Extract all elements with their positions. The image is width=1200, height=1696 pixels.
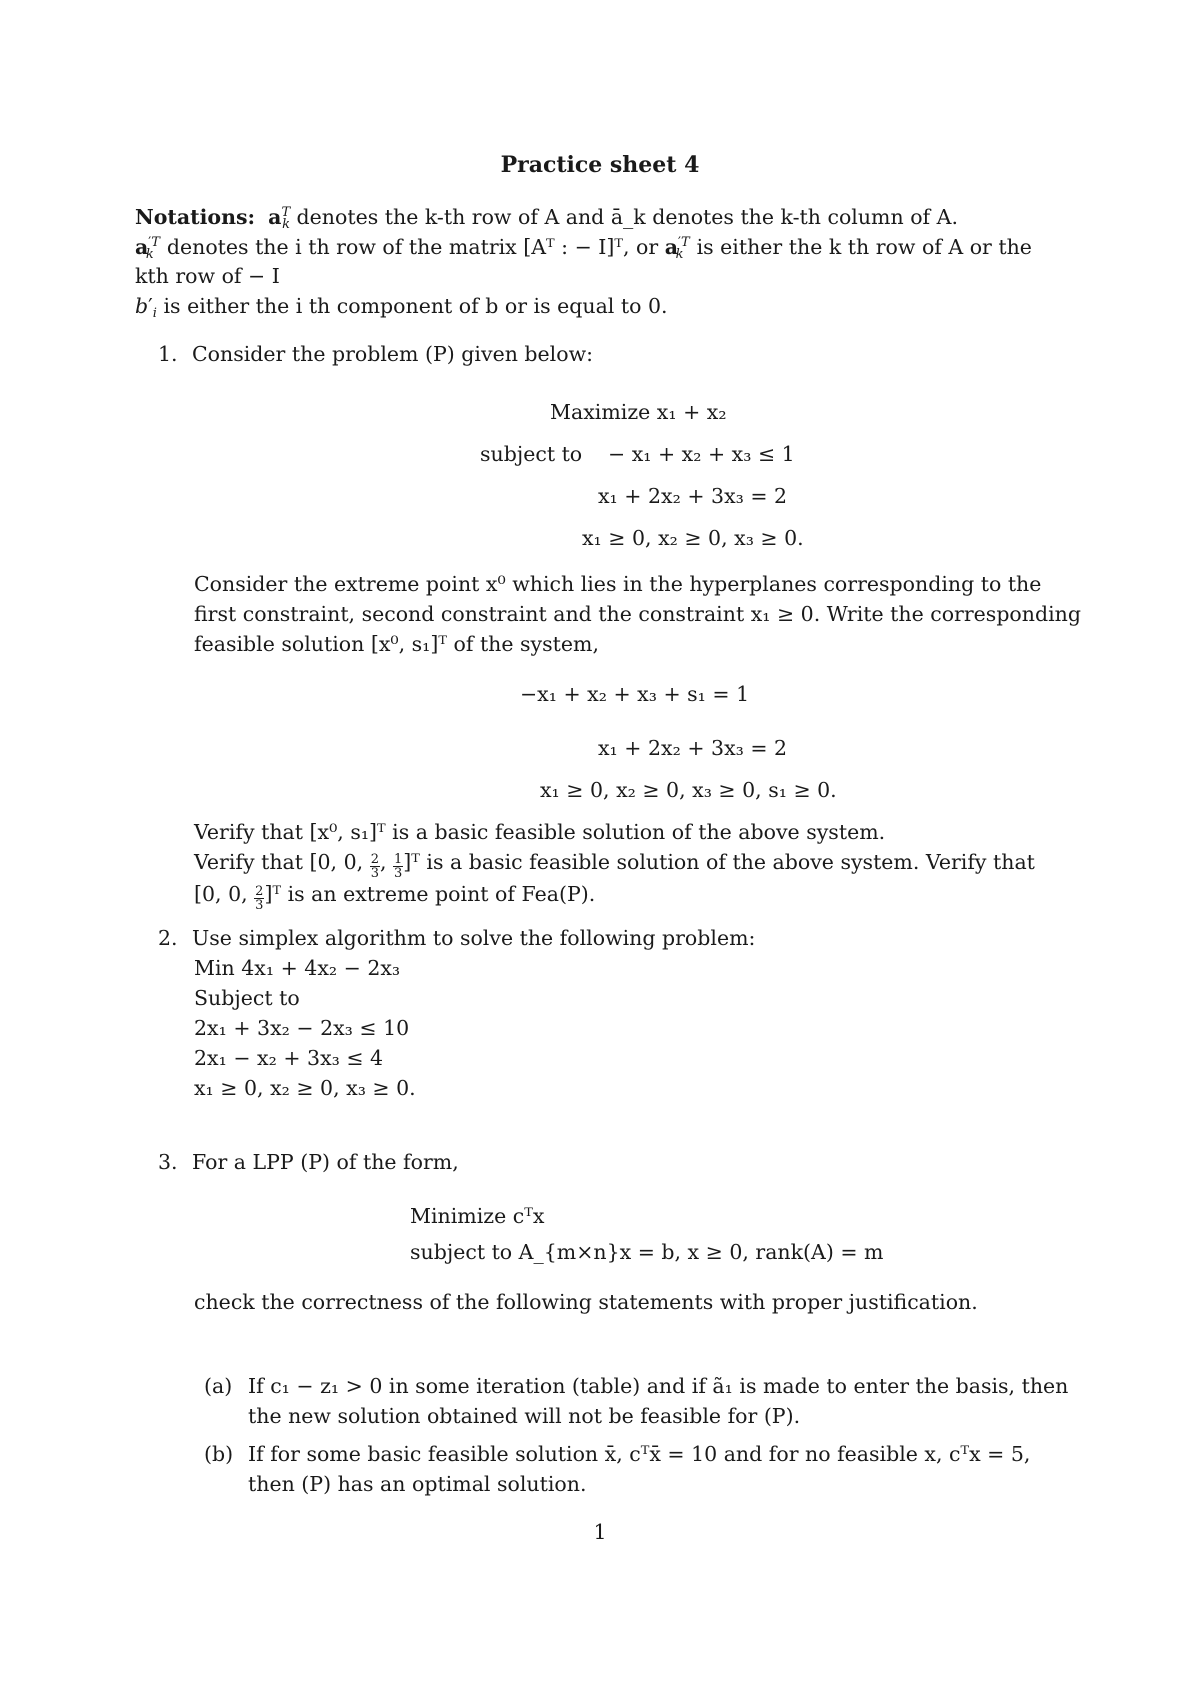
q3-objective: Minimize cᵀx — [410, 1204, 545, 1228]
notations-line-1: Notations: $a^T_k$ denotes the k-th row of A and ā_k denotes the k-th column of A. — [135, 205, 958, 232]
q1-para-3: feasible solution [x⁰, s₁]ᵀ of the system, — [194, 632, 599, 656]
notations-text-1: denotes the k-th row of A and ā_k denotes the k-th column of A. — [296, 205, 958, 229]
q2-objective: Min 4x₁ + 4x₂ − 2x₃ — [194, 956, 401, 980]
q1-verify-1: Verify that [x⁰, s₁]ᵀ is a basic feasible solution of the above system. — [194, 820, 886, 844]
fraction-two-thirds-b: $\frac{2}{3}$ — [255, 884, 264, 913]
q2-subject-to: Subject to — [194, 986, 300, 1010]
notations-text-4: is either the i th component of b or is equal to 0. — [163, 294, 668, 318]
q2-intro — [158, 928, 755, 949]
q1-para-2: first constraint, second constraint and the constraint x₁ ≥ 0. Write the corresponding — [194, 602, 1081, 626]
notations-line-4: $b'_i$ is either the i th component of b or is equal to 0. — [135, 294, 668, 321]
notations-line-2: $a^{'T}_k$ denotes the i th row of the matrix [Aᵀ : − I]ᵀ, or $a^{'T}_k$ is either the k th row of A or the — [135, 235, 1032, 262]
q2-constraint-3: x₁ ≥ 0, x₂ ≥ 0, x₃ ≥ 0. — [194, 1076, 416, 1100]
q1-verify-2a: Verify that [0, 0, — [194, 850, 364, 874]
q2-number: 2. — [158, 926, 178, 950]
notations-text-2b: is either the k th row of A or the — [696, 235, 1032, 259]
q1-system-1: −x₁ + x₂ + x₃ + s₁ = 1 — [520, 682, 750, 706]
q3-b-label: (b) — [204, 1442, 234, 1466]
q1-verify-2b: ]ᵀ is a basic feasible solution of the above system. Verify that — [403, 850, 1035, 874]
q3-a-label: (a) — [204, 1374, 233, 1398]
q3-instruction: check the correctness of the following statements with proper justification. — [194, 1290, 978, 1314]
q3-a-line-2: the new solution obtained will not be feasible for (P). — [248, 1404, 801, 1428]
q1-verify-3 — [194, 884, 595, 912]
q3-b-line-2: then (P) has an optimal solution. — [248, 1472, 587, 1496]
q1-constraint-3: x₁ ≥ 0, x₂ ≥ 0, x₃ ≥ 0. — [582, 526, 804, 550]
q1-verify-3a: [0, 0, — [194, 882, 248, 906]
notations-label: Notations: — [135, 205, 256, 229]
q1-para-1: Consider the extreme point x⁰ which lies in the hyperplanes corresponding to the — [194, 572, 1042, 596]
q1-intro-text: Consider the problem (P) given below: — [192, 342, 594, 366]
page-number: 1 — [593, 1520, 607, 1544]
q1-objective: Maximize x₁ + x₂ — [550, 400, 727, 424]
q3-a-line-1: If c₁ − z₁ > 0 in some iteration (table) and if ã₁ is made to enter the basis, then — [248, 1374, 1069, 1398]
q3-constraint: subject to A_{m×n}x = b, x ≥ 0, rank(A) = m — [410, 1240, 884, 1264]
q1-number: 1. — [158, 342, 178, 366]
q3-number: 3. — [158, 1150, 178, 1174]
q3-intro-text: For a LPP (P) of the form, — [192, 1150, 459, 1174]
fraction-two-thirds: $\frac{2}{3}$ — [370, 852, 379, 881]
q1-intro — [158, 344, 593, 365]
q1-system-2: x₁ + 2x₂ + 3x₃ = 2 — [598, 736, 788, 760]
q1-system-3: x₁ ≥ 0, x₂ ≥ 0, x₃ ≥ 0, s₁ ≥ 0. — [540, 778, 837, 802]
q1-verify-3b: ]ᵀ is an extreme point of Fea(P). — [264, 882, 596, 906]
q1-subject-to: subject to — [480, 442, 583, 466]
page-title: Practice sheet 4 — [500, 152, 700, 178]
notations-line-3: kth row of − I — [135, 264, 280, 288]
q2-constraint-2: 2x₁ − x₂ + 3x₃ ≤ 4 — [194, 1046, 384, 1070]
notations-text-2a: denotes the i th row of the matrix [Aᵀ : − I]ᵀ, or — [166, 235, 659, 259]
q2-intro-text: Use simplex algorithm to solve the following problem: — [192, 926, 756, 950]
q3-b-line-1: If for some basic feasible solution x̄, cᵀx̄ = 10 and for no feasible x, cᵀx = 5, — [248, 1442, 1031, 1466]
q1-constraint-1: − x₁ + x₂ + x₃ ≤ 1 — [608, 442, 795, 466]
q3-intro — [158, 1152, 459, 1173]
q1-constraint-2: x₁ + 2x₂ + 3x₃ = 2 — [598, 484, 788, 508]
q2-constraint-1: 2x₁ + 3x₂ − 2x₃ ≤ 10 — [194, 1016, 410, 1040]
fraction-one-third: $\frac{1}{3}$ — [394, 852, 403, 881]
q1-verify-2: Verify that [0, 0, $\frac{2}{3}$ , $\frac{1}{3}$ ]ᵀ is a basic feasible solution of the above system. Verify that — [194, 850, 1035, 881]
